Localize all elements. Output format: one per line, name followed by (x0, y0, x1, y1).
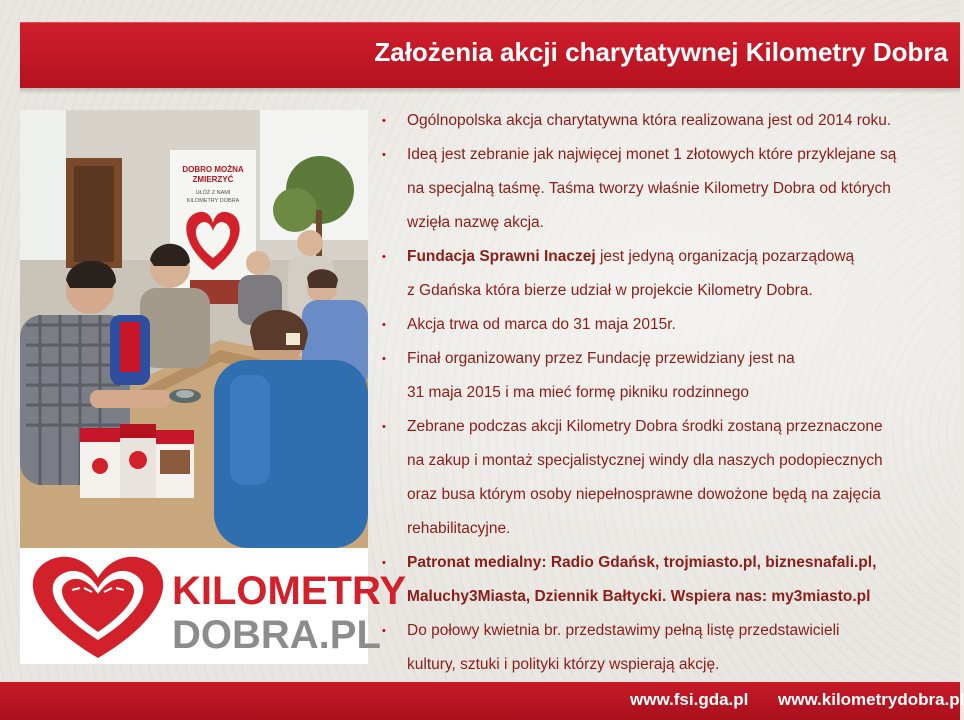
bullet-text-line: z Gdańska która bierze udział w projekcie Kilometry Dobra. (407, 282, 813, 299)
bullet-item (382, 614, 952, 682)
bullet-text-line: Maluchy3Miasta, Dziennik Bałtycki. Wspiera nas: my3miasto.pl (407, 588, 871, 605)
bullet-icon: • (382, 557, 386, 569)
bullet-text-line: na zakup i montaż specjalistycznej windy dla naszych podopiecznych (407, 452, 883, 469)
poster-line-2: ZMIERZYĆ (192, 175, 234, 184)
bullet-text-line: Zebrane podczas akcji Kilometry Dobra środki zostaną przeznaczone (407, 418, 883, 435)
bullet-item (382, 138, 952, 240)
bullet-text-line: rehabilitacyjne. (407, 520, 511, 537)
bullet-text: jest jedyną organizacją pozarządową (595, 248, 855, 265)
heart-road-icon (33, 557, 163, 658)
bullet-text-line: Akcja trwa od marca do 31 maja 2015r. (407, 316, 676, 333)
coin-boxes (80, 424, 194, 498)
footer-link-kilometrydobra[interactable]: www.kilometrydobra.pl (778, 690, 964, 709)
poster-line-4: KILOMETRY DOBRA (186, 198, 240, 204)
bullet-icon: • (382, 319, 386, 331)
logo-line-2: DOBRA.PL (172, 613, 381, 657)
bullet-icon: • (382, 149, 386, 161)
photo-illustration (20, 110, 368, 548)
title-bar (20, 22, 960, 88)
bullet-text-line: Do połowy kwietnia br. przedstawimy pełną listę przedstawicieli (407, 622, 840, 639)
bullet-icon: • (382, 115, 386, 127)
bullet-icon: • (382, 251, 386, 263)
logo-line-1: KILOMETRY (172, 569, 407, 613)
kilometry-dobra-logo (20, 548, 407, 664)
volunteers-photo (20, 110, 368, 548)
bullet-text-line: 31 maja 2015 i ma mieć formę pikniku rodzinnego (407, 384, 750, 401)
bullet-item (382, 104, 952, 138)
bullet-icon: • (382, 421, 386, 433)
bullet-text-line: wzięła nazwę akcja. (407, 214, 544, 231)
bullet-text-line: na specjalną taśmę. Taśma tworzy właśnie Kilometry Dobra od których (407, 180, 891, 197)
footer-bar (0, 682, 964, 720)
poster-line-3: UŁÓŻ Z NAMI (195, 190, 231, 196)
footer-link-fsi[interactable]: www.fsi.gda.pl (630, 690, 749, 709)
bullet-item (382, 546, 952, 614)
bullet-item (382, 410, 952, 546)
bullet-text-line: Finał organizowany przez Fundację przewidziany jest na (407, 350, 795, 367)
bullet-item (382, 308, 952, 342)
bullet-icon: • (382, 625, 386, 637)
bullet-text-line: kultury, sztuki i polityki którzy wspierają akcję. (407, 656, 720, 673)
slide-title: Założenia akcji charytatywnej Kilometry Dobra (374, 37, 948, 67)
bullet-item (382, 240, 952, 308)
bullet-item (382, 342, 952, 410)
bullet-text-line: oraz busa którym osoby niepełnosprawne dowożone będą na zajęcia (407, 486, 881, 503)
bullet-text-line: Patronat medialny: Radio Gdańsk, trojmiasto.pl, biznesnafali.pl, (407, 554, 877, 571)
poster-line-1: DOBRO MOŻNA (182, 165, 244, 174)
bullet-list (382, 104, 952, 682)
bullet-icon: • (382, 353, 386, 365)
bullet-text-line (407, 240, 952, 274)
bullet-text-line: Ogólnopolska akcja charytatywna która realizowana jest od 2014 roku. (407, 112, 892, 129)
bullet-text-line: Ideą jest zebranie jak najwięcej monet 1 złotowych które przyklejane są (407, 146, 897, 163)
bold-prefix: Fundacja Sprawni Inaczej (407, 248, 596, 265)
